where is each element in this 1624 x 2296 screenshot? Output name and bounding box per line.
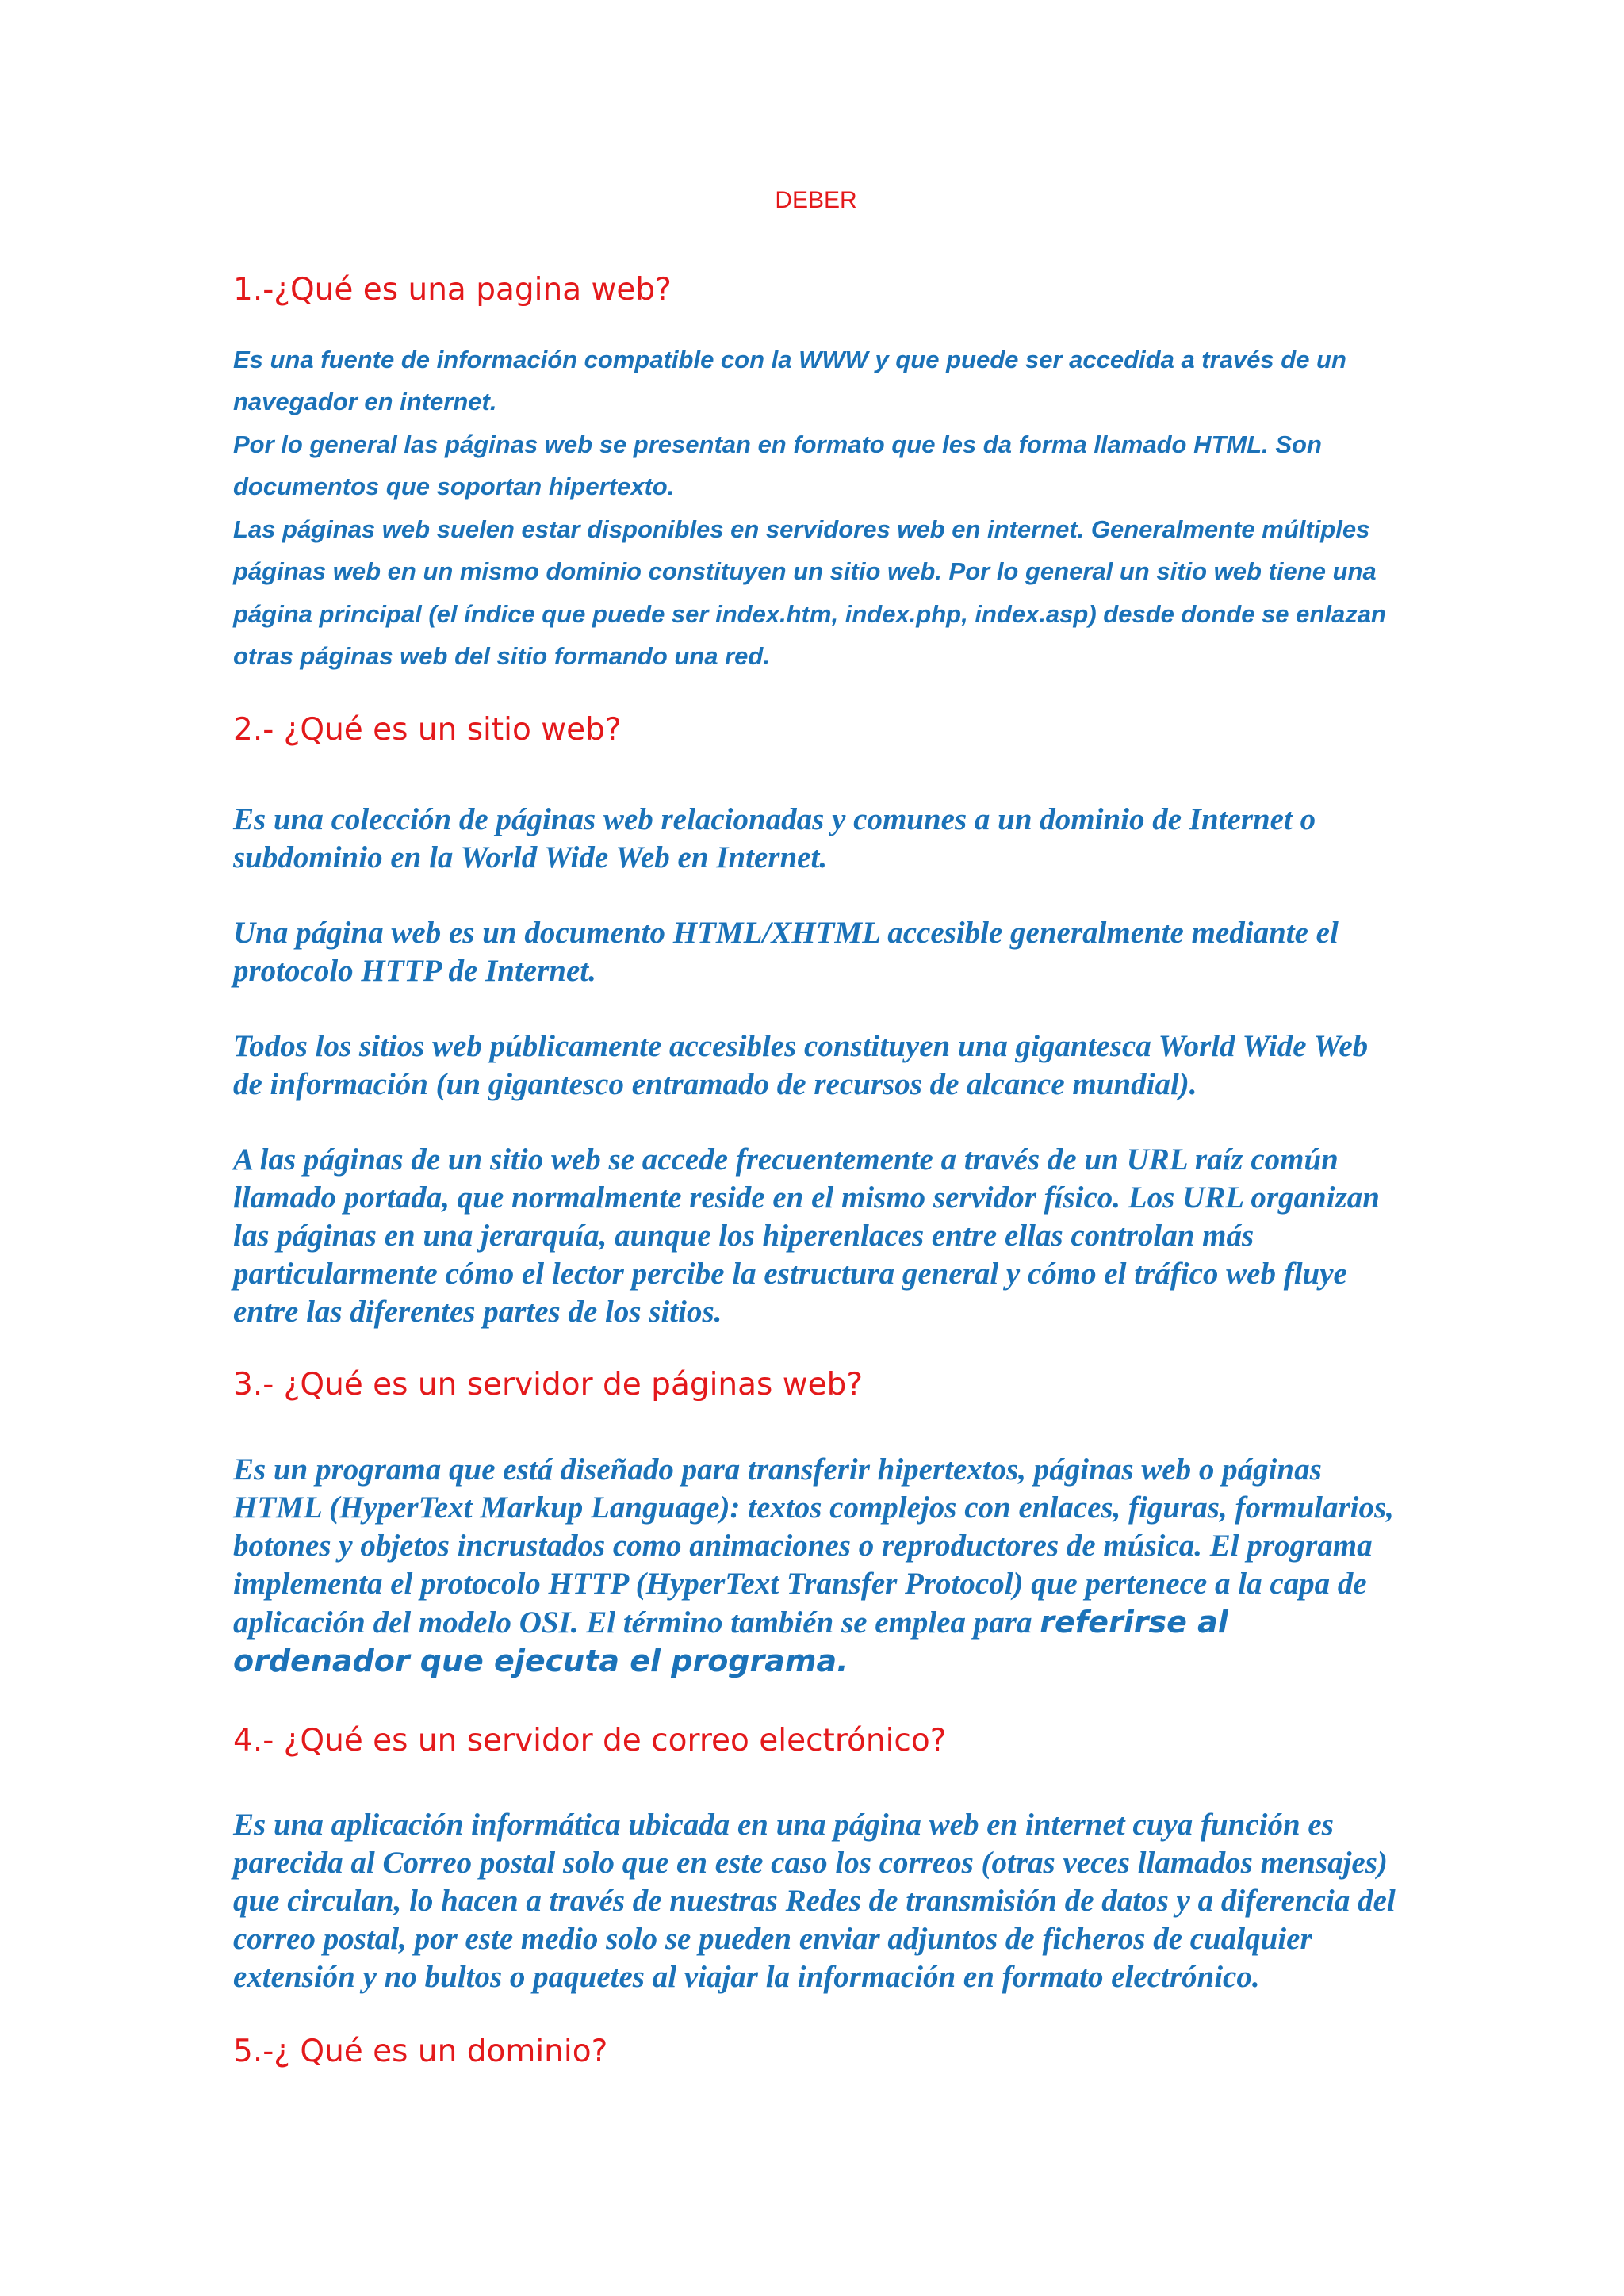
question-1-heading: 1.-¿Qué es una pagina web? <box>233 272 672 308</box>
question-2-heading: 2.- ¿Qué es un sitio web? <box>233 711 622 748</box>
question-4-heading: 4.- ¿Qué es un servidor de correo electrónico? <box>233 1722 947 1758</box>
answer-3-emphasis: referirse al ordenador que ejecuta el programa. <box>233 1604 1228 1678</box>
answer-4 <box>233 1806 1399 1996</box>
answer-2-paragraph: Es una colección de páginas web relacionadas y comunes a un dominio de Internet o subdominio en la World Wide Web en Internet. <box>233 802 1316 874</box>
answer-4-paragraph: Es una aplicación informática ubicada en una página web en internet cuya función es parecida al Correo postal solo que en este caso los correos (otras veces llamados mensajes) que circulan, lo hacen a través de nuestras Redes de transmisión de datos y a diferencia del correo postal, por este medio solo se pueden enviar adjuntos de ficheros de cualquier extensión y no bultos o paquetes al viajar la información en formato electrónico. <box>233 1808 1396 1995</box>
answer-1 <box>233 339 1399 678</box>
answer-3 <box>233 1451 1399 1681</box>
document-title: DEBER <box>775 187 857 213</box>
answer-1-paragraph: Por lo general las páginas web se presentan en formato que les da forma llamado HTML. Son documentos que soportan hipertexto. <box>233 430 1322 501</box>
answer-3-text: Es un programa que está diseñado para transferir hipertextos, páginas web o páginas HTML (HyperText Markup Language): textos complejos con enlaces, figuras, formularios, botones y objetos incrustados como animaciones o reproductores de música. El programa implementa el protocolo HTTP (HyperText Transfer Protocol) que pertenece a la capa de aplicación del modelo OSI. El término también se emplea para <box>233 1452 1394 1640</box>
question-3-heading: 3.- ¿Qué es un servidor de páginas web? <box>233 1366 864 1402</box>
answer-2-paragraph: A las páginas de un sitio web se accede frecuentemente a través de un URL raíz común llamado portada, que normalmente reside en el mismo servidor físico. Los URL organizan las páginas en una jerarquía, aunque los hiperenlaces entre ellas controlan más particularmente cómo el lector percibe la estructura general y cómo el tráfico web fluye entre las diferentes partes de los sitios. <box>233 1142 1380 1329</box>
answer-2 <box>233 801 1399 1331</box>
answer-2-paragraph: Todos los sitios web públicamente accesibles constituyen una gigantesca World Wide Web de información (un gigantesco entramado de recursos de alcance mundial). <box>233 1028 1369 1101</box>
answer-1-paragraph: Las páginas web suelen estar disponibles en servidores web en internet. Generalmente múltiples páginas web en un mismo dominio constituyen un sitio web. Por lo general un sitio web tiene una página principal (el índice que puede ser index.htm, index.php, index.asp) desde donde se enlazan otras páginas web del sitio formando una red. <box>233 515 1386 671</box>
document-body <box>233 187 1399 2070</box>
answer-1-paragraph: Es una fuente de información compatible con la WWW y que puede ser accedida a través de un navegador en internet. <box>233 345 1346 416</box>
answer-3-paragraph <box>233 1451 1399 1681</box>
answer-2-paragraph: Una página web es un documento HTML/XHTML accesible generalmente mediante el protocolo HTTP de Internet. <box>233 915 1339 988</box>
question-5-heading: 5.-¿ Qué es un dominio? <box>233 2034 608 2070</box>
